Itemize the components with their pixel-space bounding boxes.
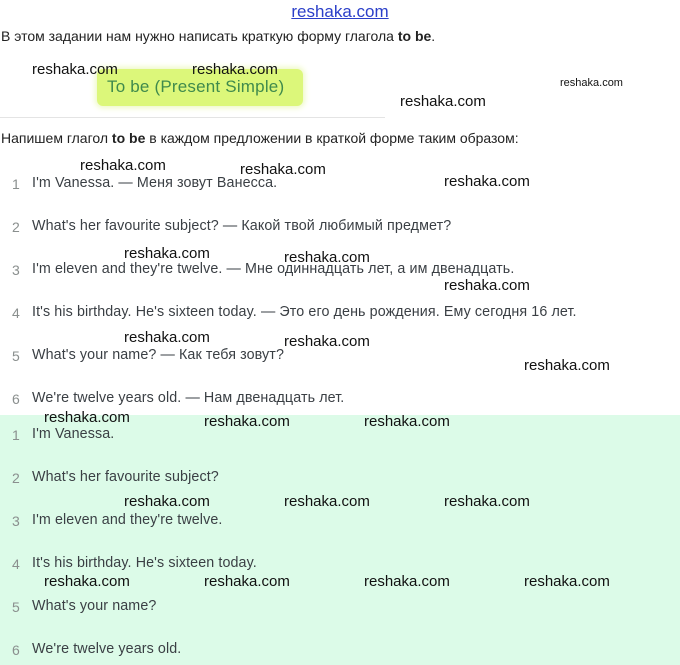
watermark: reshaka.com — [284, 249, 370, 266]
watermark: reshaka.com — [364, 573, 450, 590]
watermark: reshaka.com — [444, 173, 530, 190]
answer-number: 3 — [12, 513, 20, 529]
watermark: reshaka.com — [124, 329, 210, 346]
watermark: reshaka.com — [32, 61, 118, 78]
answer-number: 6 — [12, 642, 20, 658]
watermark: reshaka.com — [124, 245, 210, 262]
site-header-link[interactable]: reshaka.com — [291, 2, 389, 21]
translation-item: We're twelve years old. — Нам двенадцать лет. — [32, 390, 345, 406]
answer-item: It's his birthday. He's sixteen today. — [32, 555, 257, 571]
topic-badge-label: To be (Present Simple) — [107, 77, 285, 96]
watermark: reshaka.com — [192, 61, 278, 78]
watermark: reshaka.com — [204, 413, 290, 430]
answer-number: 2 — [12, 470, 20, 486]
answer-number: 1 — [12, 427, 20, 443]
lead-bold: to be — [111, 130, 146, 146]
watermark: reshaka.com — [444, 493, 530, 510]
intro-bold: to be — [397, 28, 432, 44]
watermark: reshaka.com — [284, 333, 370, 350]
answer-number: 5 — [12, 599, 20, 615]
translation-number: 6 — [12, 391, 20, 407]
translation-item: I'm eleven and they're twelve. — Мне одиннадцать лет, а им двенадцать. — [32, 261, 515, 277]
intro-before: В этом задании нам нужно написать краткую форму глагола — [1, 28, 398, 44]
watermark: reshaka.com — [204, 573, 290, 590]
translation-item: It's his birthday. He's sixteen today. — Это его день рождения. Ему сегодня 16 лет. — [32, 304, 577, 320]
translation-number: 2 — [12, 219, 20, 235]
answer-item: What's your name? — [32, 598, 157, 614]
divider — [0, 117, 385, 118]
watermark: reshaka.com — [524, 573, 610, 590]
lead-after: в каждом предложении в краткой форме таким образом: — [145, 130, 519, 146]
watermark: reshaka.com — [284, 493, 370, 510]
watermark: reshaka.com — [124, 493, 210, 510]
answer-number: 4 — [12, 556, 20, 572]
watermark: reshaka.com — [524, 357, 610, 374]
translation-number: 1 — [12, 176, 20, 192]
lead-before: Напишем глагол — [1, 130, 112, 146]
watermark: reshaka.com — [44, 409, 130, 426]
answer-item: What's her favourite subject? — [32, 469, 219, 485]
intro-after: . — [431, 28, 436, 44]
translation-item: What's her favourite subject? — Какой твой любимый предмет? — [32, 218, 452, 234]
watermark: reshaka.com — [560, 77, 623, 89]
watermark: reshaka.com — [240, 161, 326, 178]
translation-item: I'm Vanessa. — Меня зовут Ванесса. — [32, 175, 278, 191]
translation-number: 3 — [12, 262, 20, 278]
watermark: reshaka.com — [444, 277, 530, 294]
translation-item: What's your name? — Как тебя зовут? — [32, 347, 285, 363]
watermark: reshaka.com — [364, 413, 450, 430]
answer-item: We're twelve years old. — [32, 641, 182, 657]
translation-number: 4 — [12, 305, 20, 321]
watermark: reshaka.com — [400, 93, 486, 110]
lead-text — [1, 130, 519, 146]
intro-text — [1, 28, 435, 44]
watermark: reshaka.com — [44, 573, 130, 590]
answer-block — [0, 415, 680, 665]
translation-number: 5 — [12, 348, 20, 364]
answer-item: I'm Vanessa. — [32, 426, 115, 442]
watermark: reshaka.com — [80, 157, 166, 174]
answer-item: I'm eleven and they're twelve. — [32, 512, 223, 528]
